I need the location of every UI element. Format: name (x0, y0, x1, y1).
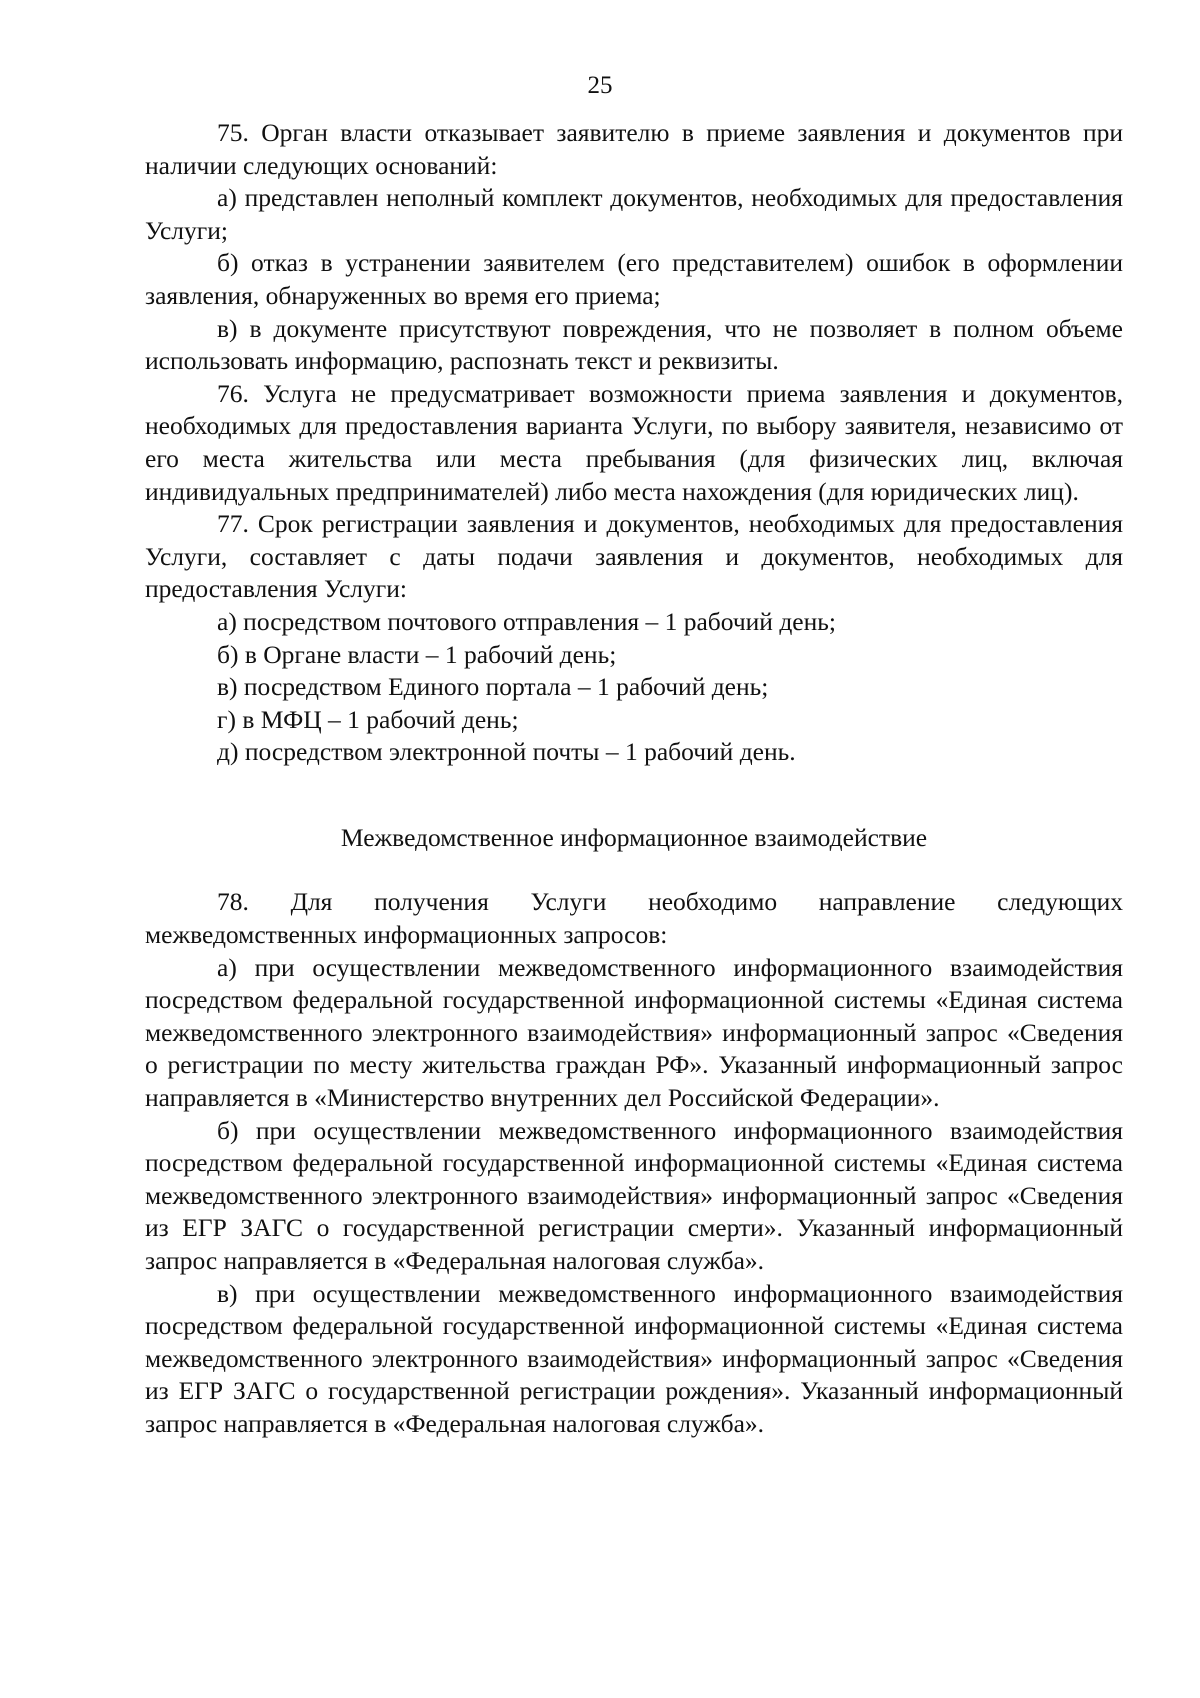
list-item-77e: д) посредством электронной почты – 1 рабочий день. (217, 737, 796, 767)
paragraph-76: 76. Услуга не предусматривает возможности приема заявления и документов, необходимых для предоставления варианта Услуги, по выбору заявителя, независимо от его места жительства или места пребывания (для физических лиц, включая индивидуальных предпринимателей) либо места нахождения (для юридических лиц). (145, 378, 1123, 506)
paragraph-77: 77. Срок регистрации заявления и документов, необходимых для предоставления Услуги, составляет с даты подачи заявления и документов, необходимых для предоставления Услуги: (145, 509, 1123, 604)
list-item-77a: а) посредством почтового отправления – 1 рабочий день; (217, 606, 836, 636)
page-number: 25 (587, 72, 613, 99)
list-item-78c: в) при осуществлении межведомственного информационного взаимодействия посредством федеральной государственной информационной системы «Единая система межведомственного электронного взаимодействия» информационный запрос «Сведения из ЕГР ЗАГС о государственной регистрации рождения». Указанный информационный запрос направляется в «Федеральная налоговая служба». (145, 1278, 1123, 1438)
list-item-78b: б) при осуществлении межведомственного информационного взаимодействия посредством федеральной государственной информационной системы «Единая система межведомственного электронного взаимодействия» информационный запрос «Сведения из ЕГР ЗАГС о государственной регистрации смерти». Указанный информационный запрос направляется в «Федеральная налоговая служба». (145, 1115, 1123, 1275)
paragraph-78: 78. Для получения Услуги необходимо направление следующих межведомственных информационных запросов: (145, 887, 1123, 950)
list-item-75a: а) представлен неполный комплект документов, необходимых для предоставления Услуги; (145, 183, 1123, 245)
list-item-75c: в) в документе присутствуют повреждения, что не позволяет в полном объеме использовать информацию, распознать текст и реквизиты. (145, 313, 1123, 376)
spacer (145, 854, 1123, 886)
section-heading: Межведомственное информационное взаимодействие (340, 822, 928, 852)
list-item-77b: б) в Органе власти – 1 рабочий день; (217, 639, 617, 669)
list-item-77c: в) посредством Единого портала – 1 рабочий день; (217, 672, 769, 702)
list-item-78a: а) при осуществлении межведомственного информационного взаимодействия посредством федеральной государственной информационной системы «Единая система межведомственного электронного взаимодействия» информационный запрос «Сведения о регистрации по месту жительства граждан РФ». Указанный информационный запрос направляется в «Министерство внутренних дел Российской Федерации». (145, 952, 1123, 1113)
document-body (145, 117, 1123, 1441)
spacer (145, 769, 1123, 822)
list-item-77d: г) в МФЦ – 1 рабочий день; (217, 704, 519, 734)
paragraph-75: 75. Орган власти отказывает заявителю в приеме заявления и документов при наличии следующих оснований: (145, 118, 1123, 180)
list-item-75b: б) отказ в устранении заявителем (его представителем) ошибок в оформлении заявления, обнаруженных во время его приема; (145, 248, 1123, 310)
